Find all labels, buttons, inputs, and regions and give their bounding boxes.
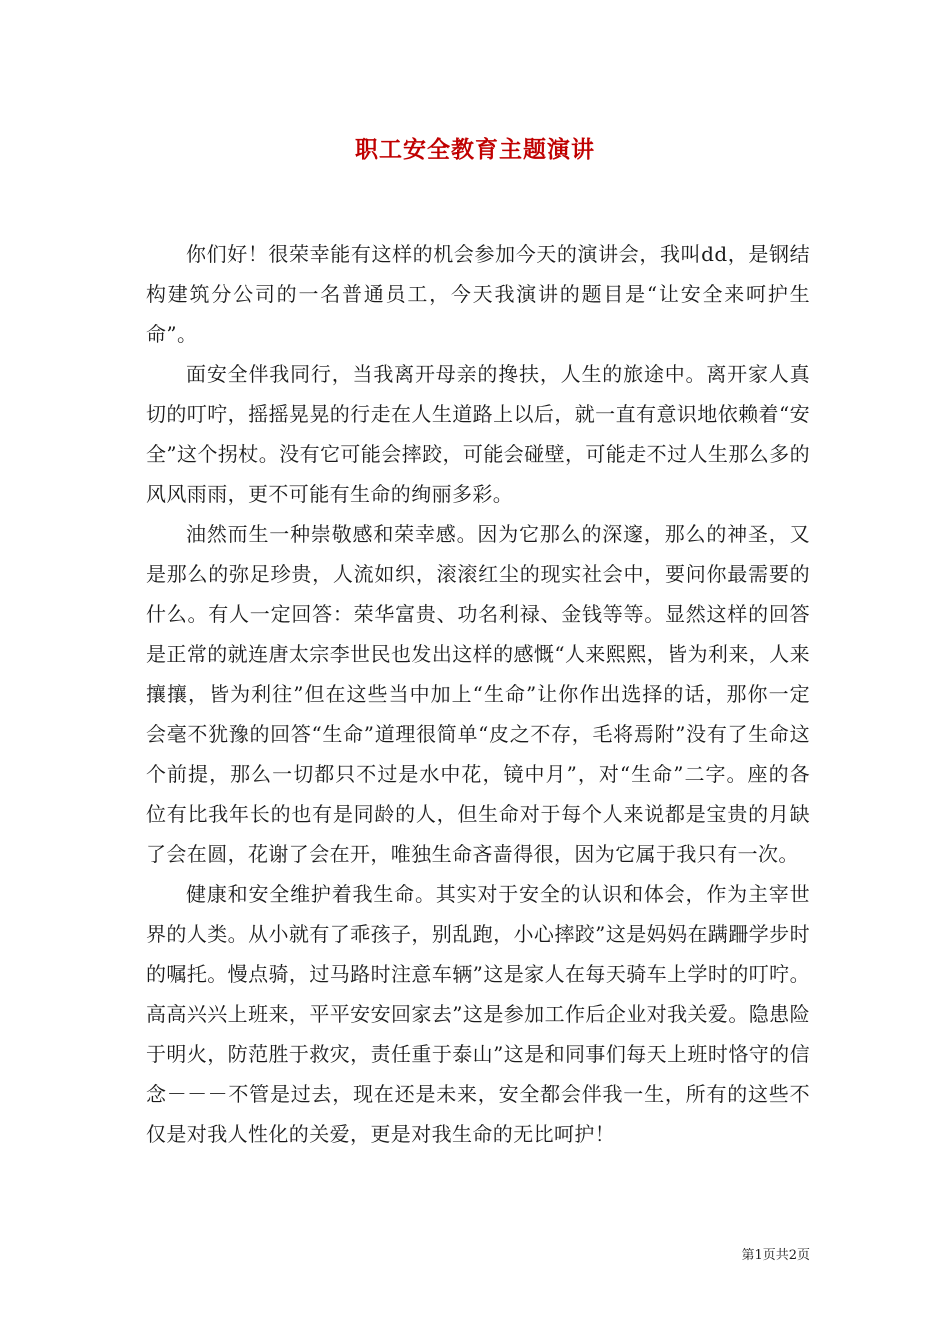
page-number: 第1页共2页 (741, 1248, 810, 1263)
paragraph-2: 面安全伴我同行，当我离开母亲的搀扶，人生的旅途中。离开家人真切的叮咛，摇摇晃晃的行走在人生道路上以后，就一直有意识地依赖着“安全”这个拐杖。没有它可能会摔跤，可能会碰壁，可能走不过人生那么多的风风雨雨，更不可能有生命的绚丽多彩。 (146, 362, 810, 506)
page-footer (690, 1246, 810, 1266)
paragraph-4: 健康和安全维护着我生命。其实对于安全的认识和体会，作为主宰世界的人类。从小就有了乖孩子，别乱跑，小心摔跤”这是妈妈在蹒跚学步时的嘱托。慢点骑，过马路时注意车辆”这是家人在每天骑车上学时的叮咛。高高兴兴上班来，平平安安回家去”这是参加工作后企业对我关爱。隐患险于明火，防范胜于救灾，责任重于泰山”这是和同事们每天上班时恪守的信念－－－不管是过去，现在还是未来，安全都会伴我一生，所有的这些不仅是对我人性化的关爱，更是对我生命的无比呵护！ (146, 882, 810, 1146)
document-title: 职工安全教育主题演讲 (355, 136, 595, 163)
paragraph-1: 你们好！很荣幸能有这样的机会参加今天的演讲会，我叫dd，是钢结构建筑分公司的一名普通员工，今天我演讲的题目是“让安全来呵护生命”。 (146, 242, 810, 346)
document-body (146, 234, 810, 1154)
paragraph-3: 油然而生一种崇敬感和荣幸感。因为它那么的深邃，那么的神圣，又是那么的弥足珍贵，人流如织，滚滚红尘的现实社会中，要问你最需要的什么。有人一定回答：荣华富贵、功名利禄、金钱等等。显然这样的回答是正常的就连唐太宗李世民也发出这样的感慨“人来熙熙，皆为利来，人来攘攘，皆为利往”但在这些当中加上“生命”让你作出选择的话，那你一定会毫不犹豫的回答“生命”道理很简单“皮之不存，毛将焉附”没有了生命这个前提，那么一切都只不过是水中花，镜中月”，对“生命”二字。座的各位有比我年长的也有是同龄的人，但生命对于每个人来说都是宝贵的月缺了会在圆，花谢了会在开，唯独生命吝啬得很，因为它属于我只有一次。 (146, 522, 810, 866)
